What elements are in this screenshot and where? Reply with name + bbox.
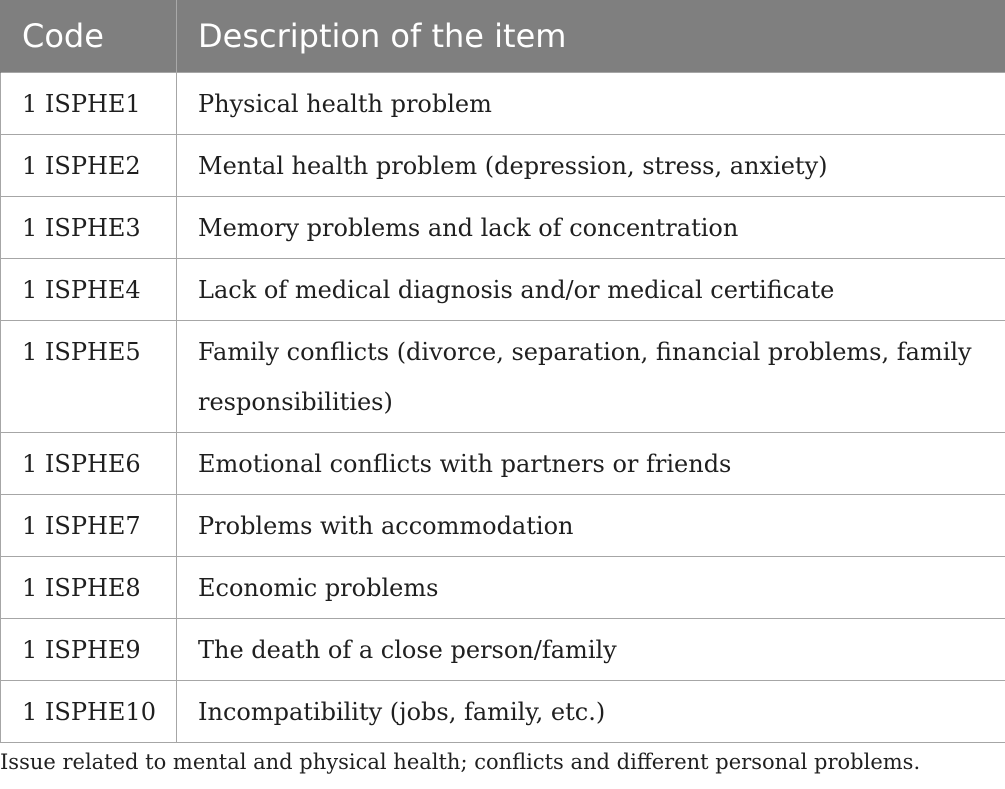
header-row — [1, 0, 1005, 72]
table-row — [1, 618, 1005, 680]
table-header — [1, 0, 1005, 72]
table-row — [1, 556, 1005, 618]
row-description: Physical health problem — [177, 72, 1005, 134]
table-row — [1, 134, 1005, 196]
row-description: Lack of medical diagnosis and/or medical certificate — [177, 258, 1005, 320]
row-code: 1 ISPHE7 — [1, 494, 177, 556]
row-description: Problems with accommodation — [177, 494, 1005, 556]
table-row — [1, 320, 1005, 432]
row-code: 1 ISPHE10 — [1, 680, 177, 742]
table-row — [1, 432, 1005, 494]
table-row — [1, 72, 1005, 134]
header-description: Description of the item — [177, 0, 1005, 72]
header-code: Code — [1, 0, 177, 72]
row-code: 1 ISPHE3 — [1, 196, 177, 258]
table-footnote: Issue related to mental and physical health; conflicts and different personal problems. — [0, 750, 921, 774]
row-description: Memory problems and lack of concentration — [177, 196, 1005, 258]
row-code: 1 ISPHE9 — [1, 618, 177, 680]
table-row — [1, 680, 1005, 742]
row-code: 1 ISPHE8 — [1, 556, 177, 618]
row-description: The death of a close person/family — [177, 618, 1005, 680]
row-description: Economic problems — [177, 556, 1005, 618]
table-row — [1, 494, 1005, 556]
row-description: Family conflicts (divorce, separation, financial problems, family responsibilities) — [177, 320, 1005, 432]
row-description: Emotional conflicts with partners or friends — [177, 432, 1005, 494]
row-code: 1 ISPHE1 — [1, 72, 177, 134]
table-row — [1, 258, 1005, 320]
row-code: 1 ISPHE4 — [1, 258, 177, 320]
table-body — [1, 72, 1005, 742]
row-code: 1 ISPHE6 — [1, 432, 177, 494]
row-description: Incompatibility (jobs, family, etc.) — [177, 680, 1005, 742]
row-description: Mental health problem (depression, stress, anxiety) — [177, 134, 1005, 196]
table-row — [1, 196, 1005, 258]
row-code: 1 ISPHE5 — [1, 320, 177, 432]
row-code: 1 ISPHE2 — [1, 134, 177, 196]
